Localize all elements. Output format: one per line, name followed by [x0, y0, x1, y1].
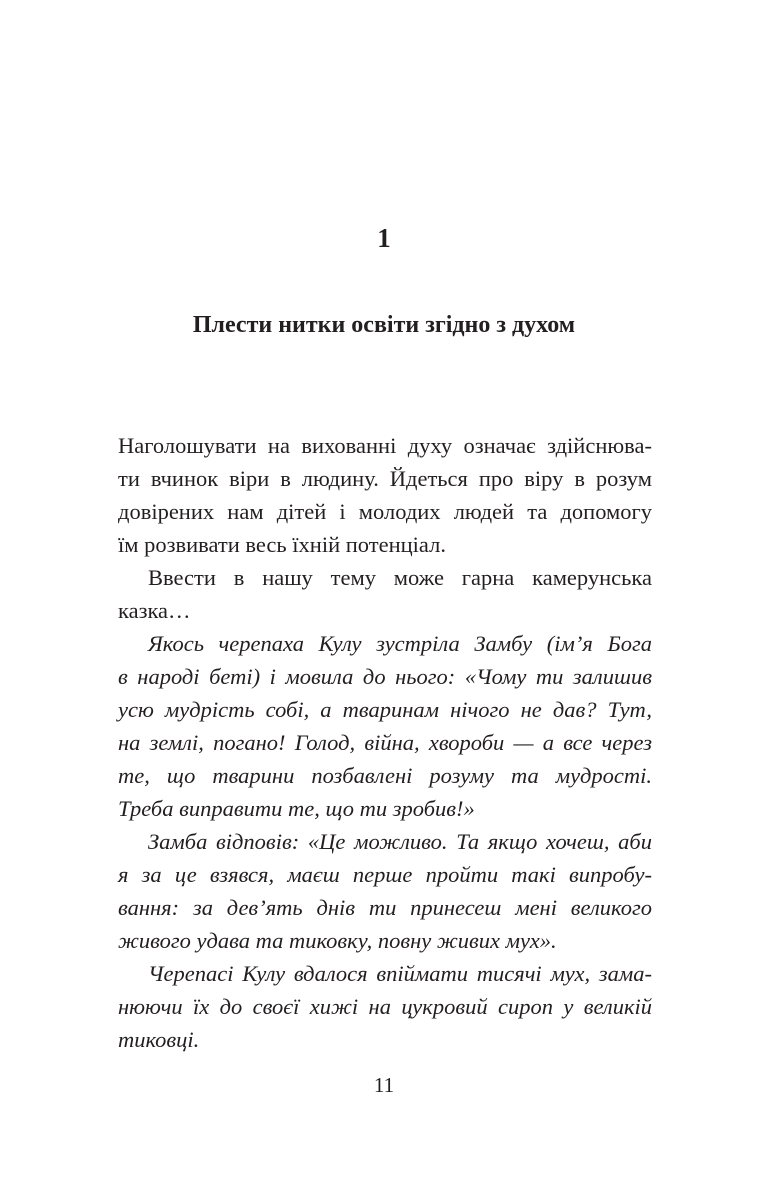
paragraph	[118, 627, 652, 825]
text-line: Треба виправити те, що ти зробив!»	[118, 796, 475, 821]
text-line: ти вчинок віри в людину. Йдеться про віру в розум	[118, 466, 652, 491]
text-line: на землі, погано! Голод, війна, хвороби — а все через	[118, 730, 652, 755]
text-line: нюючи їх до своєї хижі на цукровий сироп у великій	[118, 994, 652, 1019]
paragraph	[118, 429, 652, 561]
chapter-number: 1	[377, 223, 391, 253]
text-line: Замба відповів: «Це можливо. Та якщо хочеш, аби	[148, 829, 652, 854]
text-line: Наголошувати на вихованні духу означає здійснюва-	[118, 433, 652, 458]
text-line: Черепасі Кулу вдалося впіймати тисячі мух, зама-	[148, 961, 652, 986]
text-line: Ввести в нашу тему може гарна камерунська	[148, 565, 652, 590]
text-line: те, що тварини позбавлені розуму та мудрості.	[118, 763, 652, 788]
text-line: їм розвивати весь їхній потенціал.	[118, 532, 446, 557]
text-line: в народі беті) і мовила до нього: «Чому ти залишив	[118, 664, 652, 689]
text-line: Якось черепаха Кулу зустріла Замбу (ім’я Бога	[148, 631, 652, 656]
text-line: живого удава та тиковку, повну живих мух».	[118, 928, 557, 953]
text-line: вання: за дев’ять днів ти принесеш мені великого	[118, 895, 652, 920]
text-line: тиковці.	[118, 1027, 200, 1052]
paragraph	[118, 561, 652, 627]
text-line: казка…	[118, 598, 191, 623]
body-text	[118, 429, 652, 1056]
text-line: довірених нам дітей і молодих людей та допомогу	[118, 499, 652, 524]
page-number: 11	[373, 1073, 395, 1097]
chapter-title: Плести нитки освіти згідно з духом	[192, 312, 576, 338]
text-line: усю мудрість собі, а тваринам нічого не дав? Тут,	[118, 697, 652, 722]
paragraph	[118, 957, 652, 1056]
paragraph	[118, 825, 652, 957]
text-line: я за це взявся, маєш перше пройти такі випробу-	[118, 862, 652, 887]
